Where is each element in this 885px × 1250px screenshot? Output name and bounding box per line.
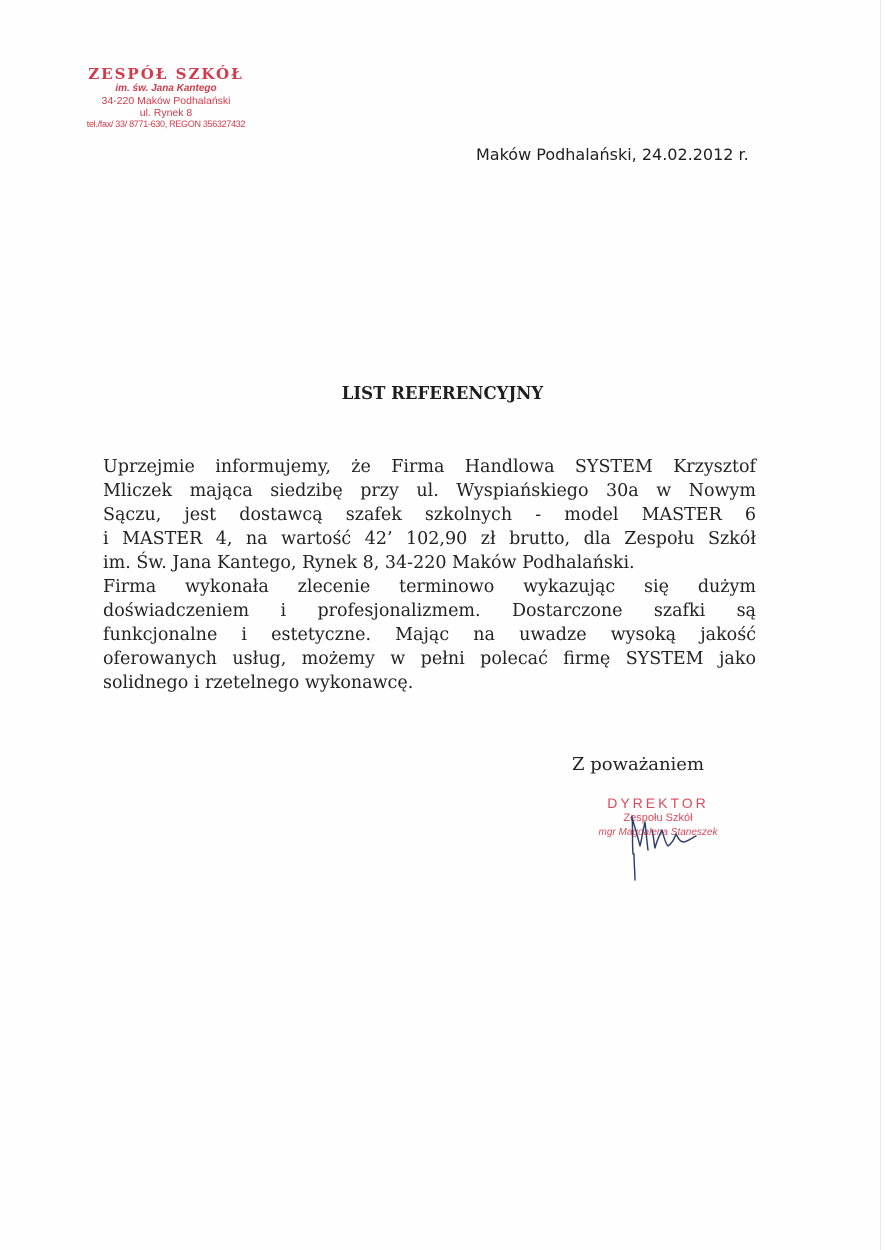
body-line: oferowanych usług, możemy w pełni polecać firmę SYSTEM jako	[103, 649, 756, 669]
document-title: LIST REFERENCYJNY	[341, 383, 544, 404]
page-edge	[880, 0, 881, 1250]
body-line: solidnego i rzetelnego wykonawcę.	[103, 673, 414, 693]
body-line: Mliczek mająca siedzibę przy ul. Wyspiańskiego 30a w Nowym	[103, 481, 756, 501]
body-line: im. Św. Jana Kantego, Rynek 8, 34-220 Maków Podhalański.	[103, 553, 635, 573]
body-line: doświadczeniem i profesjonalizmem. Dostarczone szafki są	[103, 601, 756, 621]
place-and-date: Maków Podhalański, 24.02.2012 r.	[476, 145, 749, 164]
letter-body	[103, 455, 756, 695]
body-line: Uprzejmie informujemy, że Firma Handlowa SYSTEM Krzysztof	[103, 457, 756, 477]
school-header-stamp	[56, 66, 276, 129]
stamp-city: 34-220 Maków Podhalański	[101, 94, 231, 107]
stamp-role: DYREKTOR	[607, 795, 709, 811]
stamp-patron: im. św. Jana Kantego	[115, 83, 217, 95]
stamp-person: mgr Magdalena Staneszek	[598, 826, 718, 838]
closing-salutation: Z poważaniem	[572, 754, 705, 775]
handwritten-signature	[614, 808, 724, 883]
stamp-unit: Zespołu Szkół	[623, 811, 693, 824]
stamp-contact: tel./fax/ 33/ 8771-630, REGON 356327432	[86, 118, 246, 129]
body-line: Firma wykonała zlecenie terminowo wykazując się dużym	[103, 577, 756, 597]
stamp-street: ul. Rynek 8	[139, 106, 193, 119]
stamp-school-name: ZESPÓŁ SZKÓŁ	[88, 65, 244, 83]
body-line: i MASTER 4, na wartość 42’ 102,90 zł brutto, dla Zespołu Szkół	[103, 529, 756, 549]
body-line: Sączu, jest dostawcą szafek szkolnych - model MASTER 6	[103, 505, 756, 525]
body-line: funkcjonalne i estetyczne. Mając na uwadze wysoką jakość	[103, 625, 756, 645]
